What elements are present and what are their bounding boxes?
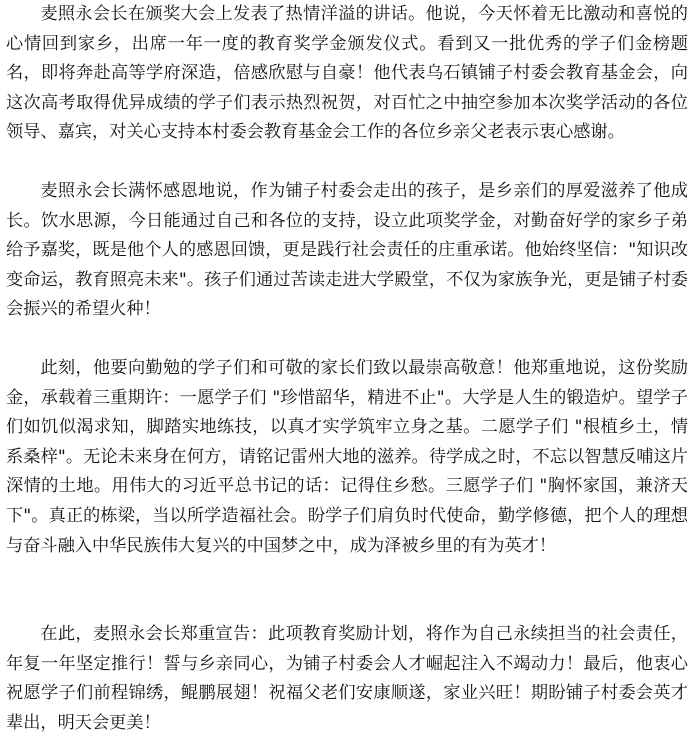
paragraph-spacer bbox=[6, 561, 688, 620]
paragraph-spacer bbox=[6, 325, 688, 354]
paragraph-gratitude: 麦照永会长满怀感恩地说，作为铺子村委会走出的孩子，是乡亲们的厚爱滋养了他成长。饮水思源，今日能通过自己和各位的支持，设立此项奖学金，对勤奋好学的家乡子弟给予嘉奖，既是他个人的感恩回馈，更是践行社会责任的庄重承诺。他始终坚信："知识改变命运，教育照亮未来"。孩子们通过苦读走进大学殿堂，不仅为家族争光，更是铺子村委会振兴的希望火种！ bbox=[6, 180, 688, 320]
article-body bbox=[6, 0, 688, 738]
paragraph-spacer bbox=[6, 148, 688, 177]
paragraph-three-wishes: 此刻，他要向勤勉的学子们和可敬的家长们致以最崇高敬意！他郑重地说，这份奖励金，承载着三重期许：一愿学子们 "珍惜韶华，精进不止"。大学是人生的锻造炉。望学子们如饥似渴求知，脚踏实地练技，以真才实学筑牢立身之基。二愿学子们 "根植乡土，情系桑梓"。无论未来身在何方，请铭记雷州大地的滋养。待学成之时，不忘以智慧反哺这片深情的土地。用伟大的习近平总书记的话：记得住乡愁。三愿学子们 "胸怀家国，兼济天下"。真正的栋梁，当以所学造福社会。盼学子们肩负时代使命，勤学修德，把个人的理想与奋斗融入中华民族伟大复兴的中国梦之中，成为泽被乡里的有为英才！ bbox=[6, 357, 688, 556]
paragraph-speech-opening: 麦照永会长在颁奖大会上发表了热情洋溢的讲话。他说，今天怀着无比激动和喜悦的心情回到家乡，出席一年一度的教育奖学金颁发仪式。看到又一批优秀的学子们金榜题名，即将奔赴高等学府深造，倍感欣慰与自豪！他代表乌石镇铺子村委会教育基金会，向这次高考取得优异成绩的学子们表示热烈祝贺，对百忙之中抽空参加本次奖学活动的各位领导、嘉宾，对关心支持本村委会教育基金会工作的各位乡亲父老表示衷心感谢。 bbox=[6, 4, 688, 143]
paragraph-declaration: 在此，麦照永会长郑重宣告：此项教育奖励计划，将作为自己永续担当的社会责任，年复一年坚定推行！誓与乡亲同心，为铺子村委会人才崛起注入不竭动力！最后，他衷心祝愿学子们前程锦绣，鲲鹏展翅！祝福父老们安康顺遂，家业兴旺！期盼铺子村委会英才辈出，明天会更美！ bbox=[6, 624, 688, 733]
